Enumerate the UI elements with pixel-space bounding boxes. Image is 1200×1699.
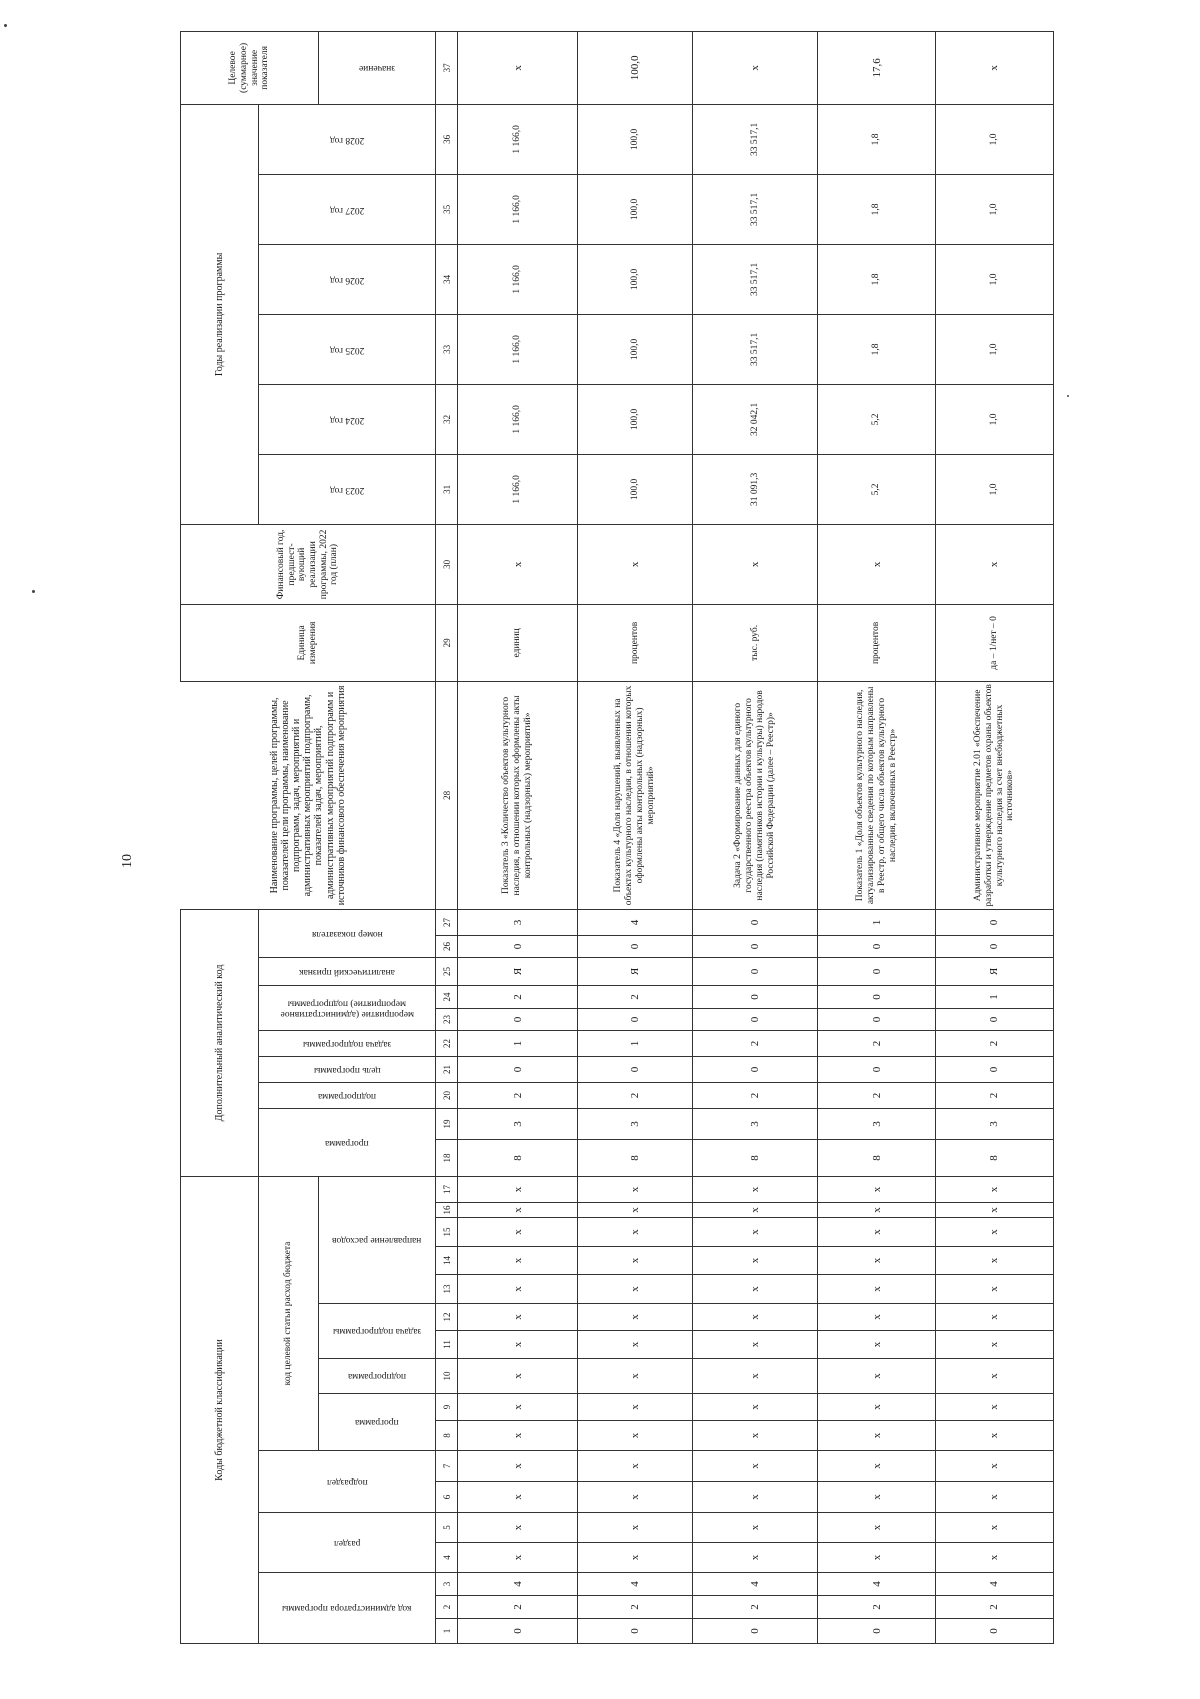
col-num: 35 — [436, 174, 458, 244]
col-num: 13 — [436, 1275, 458, 1304]
code-cell: x — [692, 1304, 817, 1331]
code-cell: x — [936, 1482, 1054, 1513]
code-cell: x — [818, 1176, 936, 1202]
col-num: 29 — [436, 604, 458, 681]
code-cell: x — [578, 1394, 693, 1421]
code-cell: 0 — [692, 985, 817, 1008]
code-cell: 0 — [818, 957, 936, 985]
code-cell: 2 — [578, 1596, 693, 1619]
code-cell: 0 — [818, 935, 936, 957]
code-cell: Я — [458, 957, 578, 985]
year-2027-header: 2027 год — [259, 174, 436, 244]
code-cell: x — [936, 1421, 1054, 1451]
code-cell: 0 — [818, 985, 936, 1008]
code-cell: 0 — [458, 935, 578, 957]
code-cell: x — [936, 1176, 1054, 1202]
col-num: 22 — [436, 1030, 458, 1056]
code-cell: x — [818, 1421, 936, 1451]
target-value-header: Целевое (суммарное) значение показателя — [181, 31, 319, 104]
code-cell: x — [818, 1451, 936, 1482]
code-cell: 4 — [578, 909, 693, 935]
code-cell: 2 — [818, 1030, 936, 1056]
code-cell: 0 — [458, 1619, 578, 1644]
name-header-top: Наименование программы, целей программы, показателей цели программы, наименование подпрограмм, задач, мероприятий и административных мероприятий подпрограмм, показателей задач, мероприятий, административных мероприятий подпрограмм и источников финансового обеспечения мероприятия — [181, 681, 436, 909]
col-num: 14 — [436, 1247, 458, 1275]
code-cell: 0 — [936, 935, 1054, 957]
code-cell: 3 — [578, 1108, 693, 1139]
year-value-cell: 1,8 — [818, 174, 936, 244]
extra-task-header: задача подпрограммы — [259, 1030, 436, 1056]
scan-speck — [4, 24, 7, 27]
code-cell: 0 — [578, 1008, 693, 1030]
code-cell: x — [692, 1203, 817, 1218]
code-cell: 4 — [692, 1573, 817, 1596]
code-cell: x — [936, 1304, 1054, 1331]
unit-cell: тыс. руб. — [692, 604, 817, 681]
target-code-header: код целевой статьи расход бюджета — [259, 1176, 319, 1450]
code-cell: x — [936, 1513, 1054, 1543]
col-num: 24 — [436, 985, 458, 1008]
prev-year-cell: x — [458, 524, 578, 604]
code-cell: x — [692, 1543, 817, 1573]
code-cell: 2 — [692, 1030, 817, 1056]
code-cell: x — [458, 1482, 578, 1513]
prev-year-cell: x — [818, 524, 936, 604]
code-cell: 8 — [692, 1139, 817, 1176]
code-cell: 0 — [692, 1619, 817, 1644]
col-num: 6 — [436, 1482, 458, 1513]
table-row — [578, 31, 693, 1643]
program-goal-header: цель программы — [259, 1056, 436, 1082]
code-cell: x — [578, 1513, 693, 1543]
table-row — [458, 31, 578, 1643]
code-cell: 1 — [458, 1030, 578, 1056]
code-cell: 0 — [692, 909, 817, 935]
subprogram-task-header: задача подпрограммы — [319, 1304, 436, 1359]
year-value-cell: 33 517,1 — [692, 104, 817, 174]
year-value-cell: 1 166,0 — [458, 244, 578, 314]
table-row — [692, 31, 817, 1643]
col-num: 2 — [436, 1596, 458, 1619]
code-cell: x — [458, 1513, 578, 1543]
code-cell: x — [692, 1451, 817, 1482]
year-2023-header: 2023 год — [259, 454, 436, 524]
indicators-table — [180, 31, 1054, 1644]
code-cell: x — [936, 1394, 1054, 1421]
code-cell: x — [578, 1247, 693, 1275]
col-num: 33 — [436, 314, 458, 384]
code-cell: 2 — [578, 985, 693, 1008]
col-num: 34 — [436, 244, 458, 314]
indicator-name: Показатель 3 «Количество объектов культурного наследия, в отношении которых оформлены акты контрольных (надзорных) мероприятий» — [458, 681, 578, 909]
code-cell: x — [692, 1218, 817, 1247]
year-value-cell: 1,8 — [818, 104, 936, 174]
subprogram-header: подпрограмма — [319, 1359, 436, 1394]
code-cell: 0 — [578, 1619, 693, 1644]
code-cell: 0 — [818, 1056, 936, 1082]
col-num: 28 — [436, 681, 458, 909]
col-num: 7 — [436, 1451, 458, 1482]
column-numbers-row — [436, 31, 458, 1643]
code-cell: x — [458, 1218, 578, 1247]
year-value-cell: 1,8 — [818, 314, 936, 384]
code-cell: 2 — [458, 1596, 578, 1619]
col-num: 15 — [436, 1218, 458, 1247]
col-num: 25 — [436, 957, 458, 985]
code-cell: 0 — [936, 1008, 1054, 1030]
col-num: 8 — [436, 1421, 458, 1451]
year-value-cell: 1 166,0 — [458, 314, 578, 384]
col-num: 30 — [436, 524, 458, 604]
indicator-name: Административное мероприятие 2.01 «Обеспечение разработки и утверждение предметов охраны объектов культурного наследия за счет внебюджетных источников» — [936, 681, 1054, 909]
code-cell: 8 — [578, 1139, 693, 1176]
code-cell: x — [578, 1176, 693, 1202]
code-cell: x — [818, 1359, 936, 1394]
code-cell: x — [818, 1482, 936, 1513]
year-2026-header: 2026 год — [259, 244, 436, 314]
code-cell: x — [818, 1304, 936, 1331]
code-cell: x — [818, 1394, 936, 1421]
col-num: 21 — [436, 1056, 458, 1082]
year-value-cell: 33 517,1 — [692, 174, 817, 244]
unit-cell: процентов — [818, 604, 936, 681]
year-2025-header: 2025 год — [259, 314, 436, 384]
col-num: 36 — [436, 104, 458, 174]
code-cell: x — [692, 1176, 817, 1202]
prev-year-cell: x — [578, 524, 693, 604]
code-cell: 2 — [936, 1082, 1054, 1108]
col-num: 1 — [436, 1619, 458, 1644]
code-cell: 4 — [458, 1573, 578, 1596]
code-cell: x — [458, 1543, 578, 1573]
code-cell: 1 — [578, 1030, 693, 1056]
year-value-cell: 33 517,1 — [692, 314, 817, 384]
year-value-cell: 1 166,0 — [458, 174, 578, 244]
code-cell: 1 — [818, 909, 936, 935]
year-value-cell: 1 166,0 — [458, 454, 578, 524]
unit-cell: да – 1/нет – 0 — [936, 604, 1054, 681]
code-cell: 0 — [936, 1619, 1054, 1644]
target-value-subheader: значение — [319, 31, 436, 104]
year-value-cell: 1,8 — [818, 244, 936, 314]
year-value-cell: 1,0 — [936, 104, 1054, 174]
code-cell: x — [578, 1359, 693, 1394]
code-cell: 0 — [936, 1056, 1054, 1082]
col-num: 4 — [436, 1543, 458, 1573]
section-header: раздел — [259, 1513, 436, 1573]
code-cell: x — [936, 1451, 1054, 1482]
code-cell: x — [936, 1359, 1054, 1394]
target-value-cell: 17,6 — [818, 31, 936, 104]
event-header: мероприятие (административное мероприятие) подпрограммы — [259, 985, 436, 1030]
col-num: 23 — [436, 1008, 458, 1030]
code-cell: 2 — [818, 1082, 936, 1108]
code-cell: x — [818, 1203, 936, 1218]
code-cell: x — [692, 1359, 817, 1394]
code-cell: x — [458, 1394, 578, 1421]
code-cell: x — [818, 1218, 936, 1247]
year-value-cell: 1,0 — [936, 314, 1054, 384]
year-value-cell: 31 091,3 — [692, 454, 817, 524]
year-value-cell: 100,0 — [578, 454, 693, 524]
code-cell: x — [692, 1421, 817, 1451]
code-cell: 2 — [692, 1596, 817, 1619]
code-cell: 3 — [692, 1108, 817, 1139]
code-cell: x — [692, 1331, 817, 1359]
code-cell: 4 — [578, 1573, 693, 1596]
code-cell: 3 — [936, 1108, 1054, 1139]
indicator-name: Задача 2 «Формирование данных для единого государственного реестра объектов культурного наследия (памятников истории и культуры) народов Российской Федерации (далее – Реестр)» — [692, 681, 817, 909]
code-cell: x — [458, 1331, 578, 1359]
year-value-cell: 100,0 — [578, 174, 693, 244]
code-cell: x — [578, 1304, 693, 1331]
code-cell: x — [458, 1359, 578, 1394]
code-cell: 4 — [936, 1573, 1054, 1596]
target-value-cell: x — [936, 31, 1054, 104]
year-value-cell: 1 166,0 — [458, 384, 578, 454]
target-value-cell: x — [692, 31, 817, 104]
year-value-cell: 5,2 — [818, 454, 936, 524]
code-cell: x — [692, 1275, 817, 1304]
code-cell: 8 — [936, 1139, 1054, 1176]
col-num: 17 — [436, 1176, 458, 1202]
code-cell: x — [692, 1513, 817, 1543]
code-cell: x — [458, 1304, 578, 1331]
analytic-sign-header: аналитический признак — [259, 957, 436, 985]
year-value-cell: 1,0 — [936, 454, 1054, 524]
year-value-cell: 100,0 — [578, 384, 693, 454]
subsection-header: подраздел — [259, 1451, 436, 1513]
prev-year-header: Финансовый год, предшест-вующий реализации программы, 2022 год (план) — [181, 524, 436, 604]
prev-year-cell: x — [936, 524, 1054, 604]
code-cell: 3 — [458, 1108, 578, 1139]
code-cell: 8 — [458, 1139, 578, 1176]
year-value-cell: 5,2 — [818, 384, 936, 454]
code-cell: x — [578, 1482, 693, 1513]
code-cell: x — [818, 1275, 936, 1304]
code-cell: 3 — [458, 909, 578, 935]
code-cell: 0 — [818, 1008, 936, 1030]
table-row — [818, 31, 936, 1643]
col-num: 37 — [436, 31, 458, 104]
code-cell: 2 — [578, 1082, 693, 1108]
code-cell: 2 — [458, 1082, 578, 1108]
indicator-number-header: номер показателя — [259, 909, 436, 957]
year-value-cell: 100,0 — [578, 314, 693, 384]
scan-speck — [32, 590, 35, 593]
year-value-cell: 100,0 — [578, 244, 693, 314]
code-cell: x — [578, 1421, 693, 1451]
year-value-cell: 1,0 — [936, 244, 1054, 314]
code-cell: x — [818, 1247, 936, 1275]
code-cell: x — [936, 1543, 1054, 1573]
col-num: 11 — [436, 1331, 458, 1359]
indicator-name: Показатель 4 «Доля нарушений, выявленных на объектах культурного наследия, в отношении которых оформлены акты контрольных (надзорных) мероприятий» — [578, 681, 693, 909]
code-cell: 0 — [692, 957, 817, 985]
code-cell: 8 — [818, 1139, 936, 1176]
code-cell: x — [692, 1482, 817, 1513]
code-cell: x — [818, 1331, 936, 1359]
code-cell: 0 — [692, 1056, 817, 1082]
code-cell: 2 — [458, 985, 578, 1008]
code-cell: 3 — [818, 1108, 936, 1139]
year-value-cell: 1,0 — [936, 384, 1054, 454]
code-cell: 0 — [936, 909, 1054, 935]
code-cell: x — [458, 1421, 578, 1451]
code-cell: x — [936, 1275, 1054, 1304]
code-cell: x — [936, 1331, 1054, 1359]
code-cell: x — [578, 1543, 693, 1573]
target-value-cell: x — [458, 31, 578, 104]
code-cell: 0 — [692, 1008, 817, 1030]
code-cell: x — [692, 1247, 817, 1275]
unit-header: Единица измерения — [181, 604, 436, 681]
impl-years-header: Годы реализации программы — [181, 104, 259, 524]
code-cell: x — [458, 1275, 578, 1304]
code-cell: 2 — [818, 1596, 936, 1619]
page-number: 10 — [120, 854, 135, 868]
year-2024-header: 2024 год — [259, 384, 436, 454]
code-cell: 2 — [936, 1030, 1054, 1056]
indicator-name: Показатель 1 «Доля объектов культурного наследия, актуализированные сведения по которым направлены в Реестр, от общего числа объектов культурного наследия, включенных в Реестр» — [818, 681, 936, 909]
code-cell: x — [578, 1203, 693, 1218]
code-cell: 0 — [692, 935, 817, 957]
col-num: 27 — [436, 909, 458, 935]
code-cell: x — [458, 1247, 578, 1275]
code-cell: x — [578, 1451, 693, 1482]
unit-cell: единиц — [458, 604, 578, 681]
program-header: программа — [319, 1394, 436, 1451]
col-num: 19 — [436, 1108, 458, 1139]
year-2028-header: 2028 год — [259, 104, 436, 174]
code-cell: 0 — [578, 935, 693, 957]
code-cell: x — [578, 1275, 693, 1304]
col-num: 18 — [436, 1139, 458, 1176]
col-num: 32 — [436, 384, 458, 454]
code-cell: x — [458, 1176, 578, 1202]
code-cell: 2 — [692, 1082, 817, 1108]
scan-speck — [1067, 395, 1069, 397]
code-cell: 0 — [458, 1008, 578, 1030]
year-value-cell: 33 517,1 — [692, 244, 817, 314]
extra-program-header: программа — [259, 1108, 436, 1176]
extra-analytic-header: Дополнительный аналитический код — [181, 909, 259, 1176]
col-num: 26 — [436, 935, 458, 957]
table-row — [936, 31, 1054, 1643]
code-cell: x — [936, 1218, 1054, 1247]
admin-code-header: код администратора программы — [259, 1573, 436, 1644]
code-cell: x — [458, 1203, 578, 1218]
code-cell: x — [692, 1394, 817, 1421]
col-num: 10 — [436, 1359, 458, 1394]
code-cell: x — [578, 1331, 693, 1359]
prev-year-cell: x — [692, 524, 817, 604]
code-cell: x — [458, 1451, 578, 1482]
col-num: 12 — [436, 1304, 458, 1331]
code-cell: x — [936, 1247, 1054, 1275]
rotated-table-area — [180, 42, 1054, 1644]
code-cell: 0 — [818, 1619, 936, 1644]
extra-subprogram-header: подпрограмма — [259, 1082, 436, 1108]
col-num: 31 — [436, 454, 458, 524]
year-value-cell: 1 166,0 — [458, 104, 578, 174]
expense-direction-header: направление расходов — [319, 1176, 436, 1303]
code-cell: Я — [578, 957, 693, 985]
code-cell: x — [818, 1543, 936, 1573]
col-num: 9 — [436, 1394, 458, 1421]
budget-codes-header: Коды бюджетной классификации — [181, 1176, 259, 1643]
year-value-cell: 32 042,1 — [692, 384, 817, 454]
code-cell: Я — [936, 957, 1054, 985]
code-cell: x — [578, 1218, 693, 1247]
year-value-cell: 1,0 — [936, 174, 1054, 244]
col-num: 5 — [436, 1513, 458, 1543]
code-cell: 0 — [578, 1056, 693, 1082]
year-value-cell: 100,0 — [578, 104, 693, 174]
col-num: 3 — [436, 1573, 458, 1596]
code-cell: 2 — [936, 1596, 1054, 1619]
code-cell: x — [936, 1203, 1054, 1218]
code-cell: 0 — [458, 1056, 578, 1082]
unit-cell: процентов — [578, 604, 693, 681]
code-cell: x — [818, 1513, 936, 1543]
col-num: 20 — [436, 1082, 458, 1108]
target-value-cell: 100,0 — [578, 31, 693, 104]
col-num: 16 — [436, 1203, 458, 1218]
code-cell: 1 — [936, 985, 1054, 1008]
code-cell: 4 — [818, 1573, 936, 1596]
